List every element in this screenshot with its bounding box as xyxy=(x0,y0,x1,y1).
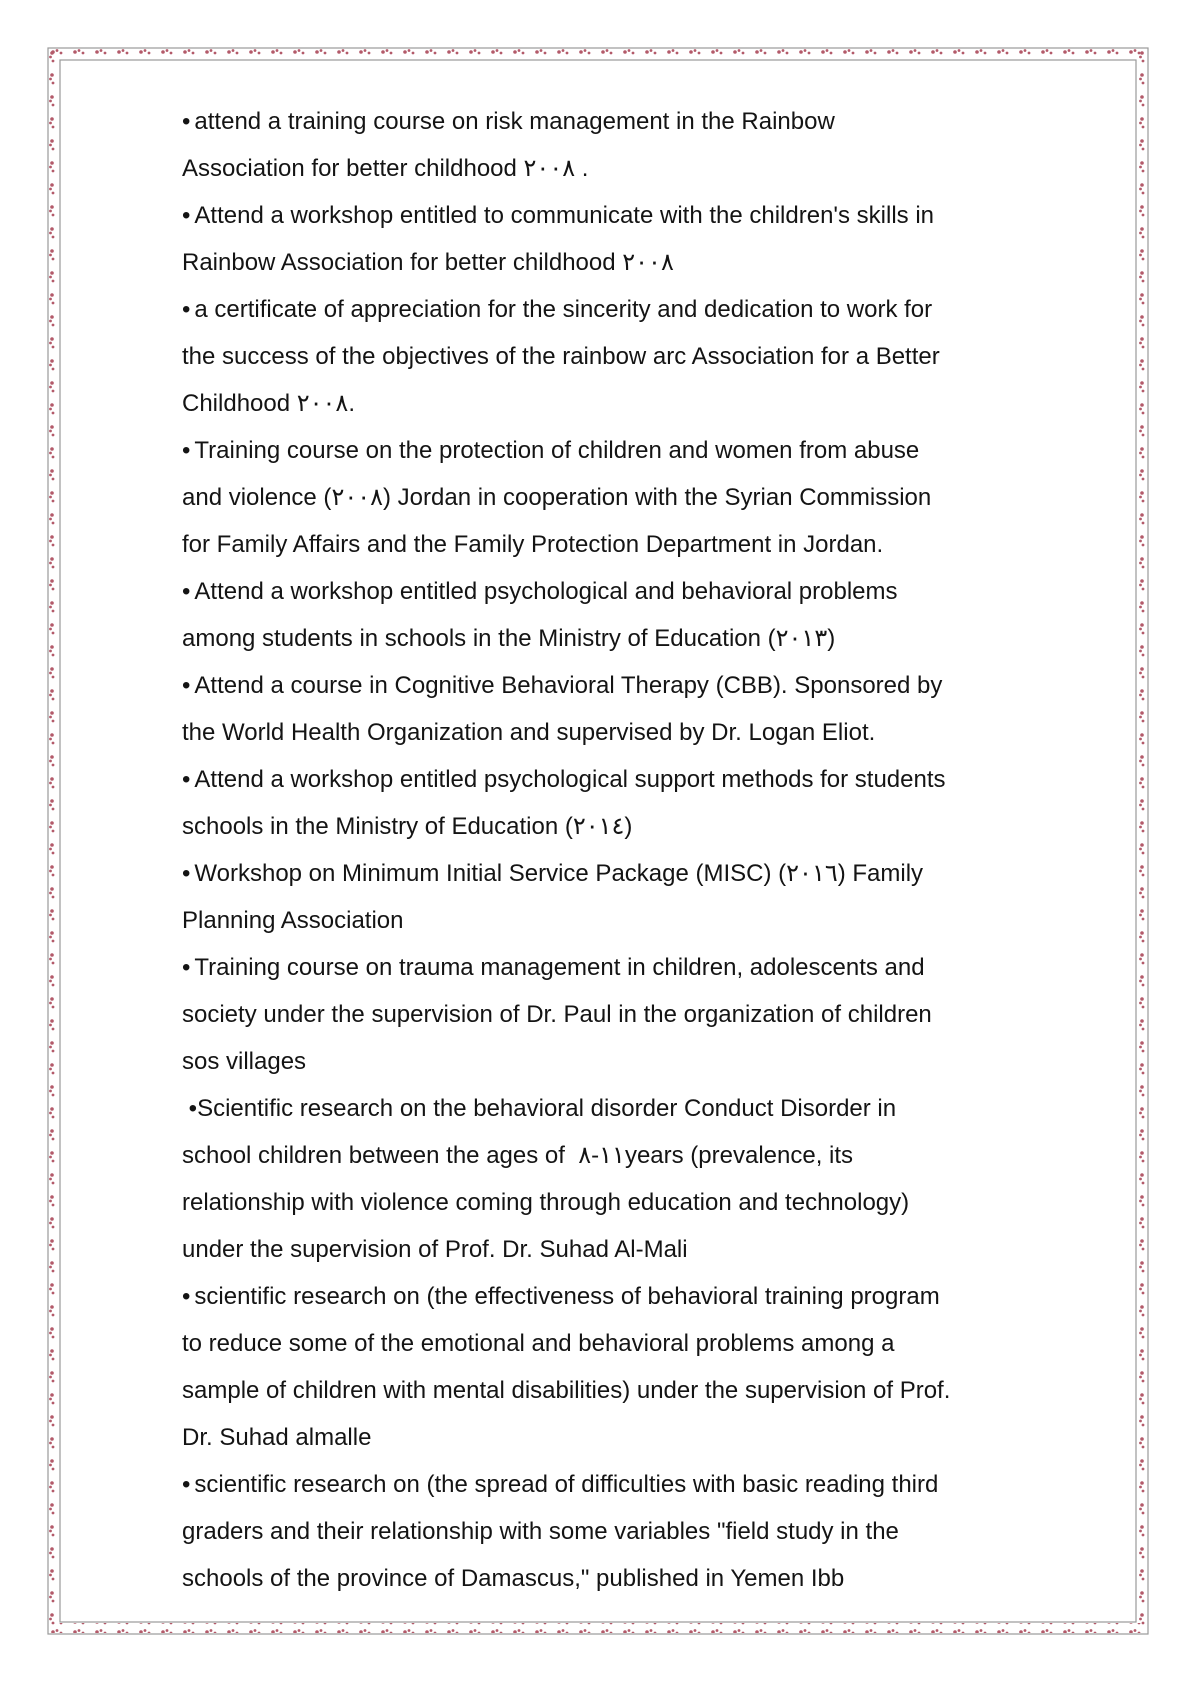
bullet-marker: • xyxy=(182,296,191,323)
list-item-text: Attend a workshop entitled psychological and behavioral problems xyxy=(194,578,898,605)
list-item-text: among students in schools in the Ministry of Education (٢٠١٣) xyxy=(182,625,836,652)
list-item-text: school children between the ages of ١١-٨years (prevalence, its xyxy=(182,1142,854,1169)
list-item-text: Training course on the protection of children and women from abuse xyxy=(194,437,920,464)
list-item xyxy=(182,286,1032,427)
list-item xyxy=(182,850,1032,944)
list-item-text: Training course on trauma management in children, adolescents and xyxy=(194,954,925,981)
list-item-text: Dr. Suhad almalle xyxy=(182,1424,372,1451)
list-item-text: graders and their relationship with some variables "field study in the xyxy=(182,1518,899,1545)
bullet-marker: • xyxy=(182,202,191,229)
list-item-text: scientific research on (the effectiveness of behavioral training program xyxy=(194,1283,940,1310)
list-item-text: Rainbow Association for better childhood ٢٠٠٨ xyxy=(182,249,674,276)
list-item xyxy=(182,1461,1032,1602)
list-item xyxy=(182,568,1032,662)
list-item-text: schools of the province of Damascus," published in Yemen Ibb xyxy=(182,1565,845,1592)
list-item-text: under the supervision of Prof. Dr. Suhad Al-Mali xyxy=(182,1236,688,1263)
list-item xyxy=(182,98,1032,192)
list-item-text: society under the supervision of Dr. Paul in the organization of children xyxy=(182,1001,932,1028)
list-item-text: the success of the objectives of the rainbow arc Association for a Better xyxy=(182,343,940,370)
list-item xyxy=(182,756,1032,850)
list-item-text: Childhood ٢٠٠٨. xyxy=(182,390,355,417)
list-item-text: sos villages xyxy=(182,1048,307,1075)
bullet-marker: • xyxy=(182,766,191,793)
list-item-text: Planning Association xyxy=(182,907,404,934)
bullet-marker: • xyxy=(182,1471,191,1498)
bullet-marker: • xyxy=(182,1283,191,1310)
list-item-text: Attend a workshop entitled psychological support methods for students xyxy=(194,766,946,793)
bullet-marker: • xyxy=(182,437,191,464)
list-item-text: schools in the Ministry of Education (٢٠١٤) xyxy=(182,813,633,840)
bullet-marker: • xyxy=(182,108,191,135)
list-item-text: for Family Affairs and the Family Protection Department in Jordan. xyxy=(182,531,884,558)
list-item-text: a certificate of appreciation for the sincerity and dedication to work for xyxy=(194,296,933,323)
list-item xyxy=(182,662,1032,756)
bullet-marker: • xyxy=(182,1095,198,1122)
list-item xyxy=(182,1085,1032,1273)
list-item-text: Attend a workshop entitled to communicate with the children's skills in xyxy=(194,202,935,229)
list-item xyxy=(182,192,1032,286)
list-item-text: Association for better childhood ٢٠٠٨ . xyxy=(182,155,589,182)
list-item xyxy=(182,427,1032,568)
list-item-text: relationship with violence coming through education and technology) xyxy=(182,1189,910,1216)
list-item-text: to reduce some of the emotional and behavioral problems among a xyxy=(182,1330,895,1357)
list-item-text: scientific research on (the spread of difficulties with basic reading third xyxy=(194,1471,939,1498)
bullet-marker: • xyxy=(182,954,191,981)
bullet-marker: • xyxy=(182,860,191,887)
list-item-text: and violence (٢٠٠٨) Jordan in cooperation with the Syrian Commission xyxy=(182,484,932,511)
bullet-marker: • xyxy=(182,578,191,605)
list-item xyxy=(182,944,1032,1085)
training-list xyxy=(182,98,1032,1602)
list-item-text: Workshop on Minimum Initial Service Package (MISC) (٢٠١٦) Family xyxy=(194,860,924,887)
list-item-text: Attend a course in Cognitive Behavioral Therapy (CBB). Sponsored by xyxy=(194,672,943,699)
list-item-text: the World Health Organization and supervised by Dr. Logan Eliot. xyxy=(182,719,876,746)
list-item-text: sample of children with mental disabilities) under the supervision of Prof. xyxy=(182,1377,951,1404)
list-item-text: Scientific research on the behavioral disorder Conduct Disorder in xyxy=(197,1095,897,1122)
list-item xyxy=(182,1273,1032,1461)
list-item-text: attend a training course on risk management in the Rainbow xyxy=(194,108,835,135)
bullet-marker: • xyxy=(182,672,191,699)
